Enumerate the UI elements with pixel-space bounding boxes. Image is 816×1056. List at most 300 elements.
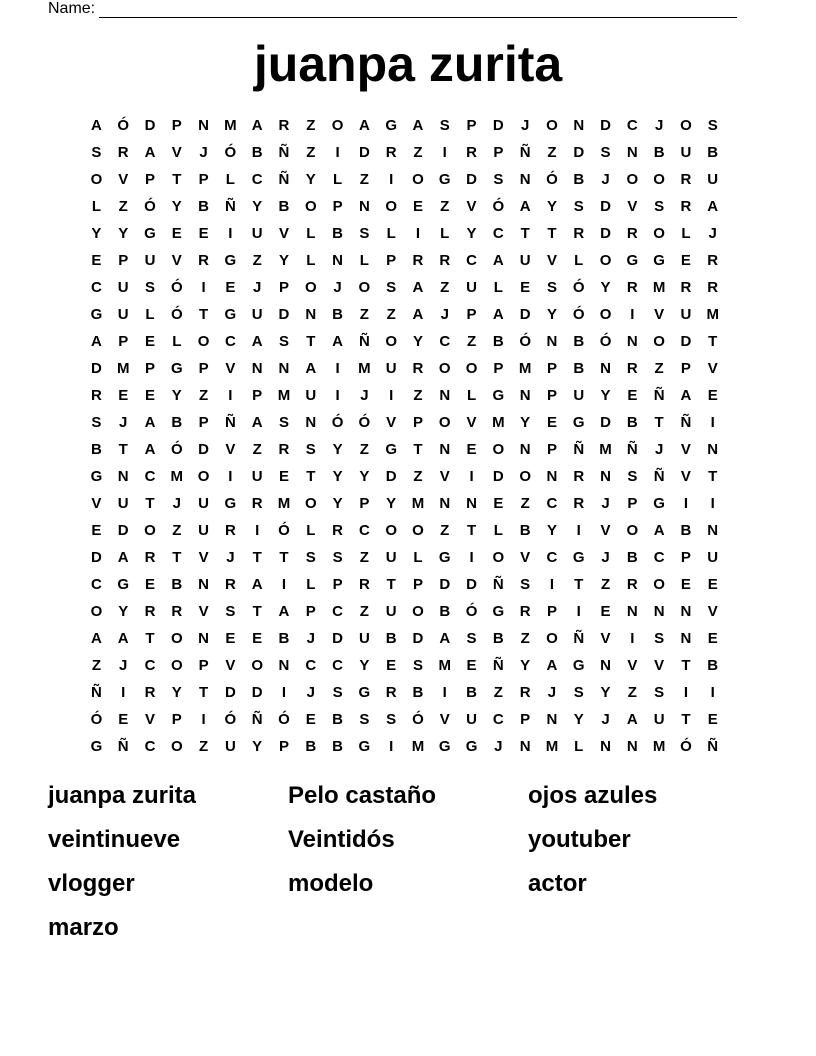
grid-letter: N: [600, 360, 611, 377]
grid-letter: E: [386, 657, 397, 674]
grid-letter: P: [171, 117, 182, 134]
grid-letter: B: [680, 522, 692, 539]
grid-letter: I: [335, 387, 340, 404]
grid-letter: O: [170, 657, 183, 674]
grid-letter: Ñ: [573, 630, 585, 647]
grid-letter: V: [171, 252, 182, 269]
grid-letter: P: [252, 387, 263, 404]
grid-letter: L: [91, 198, 101, 215]
grid-letter: S: [654, 684, 665, 701]
grid-letter: U: [358, 630, 370, 647]
grid-letter: I: [121, 684, 126, 701]
grid-letter: O: [412, 522, 424, 539]
grid-letter: S: [144, 279, 155, 296]
grid-letter: C: [439, 333, 451, 350]
grid-letter: E: [91, 522, 102, 539]
grid-letter: T: [520, 225, 530, 242]
grid-letter: D: [251, 684, 263, 701]
grid-letter: Ó: [546, 171, 558, 188]
grid-letter: Z: [440, 522, 450, 539]
grid-letter: Ó: [680, 738, 692, 755]
grid-letter: P: [118, 333, 129, 350]
grid-letter: T: [466, 522, 477, 539]
grid-row: [83, 436, 726, 463]
grid-letter: Y: [600, 387, 611, 404]
grid-letter: U: [144, 252, 156, 269]
grid-letter: R: [144, 603, 156, 620]
grid-row: [83, 571, 726, 598]
grid-letter: Z: [359, 306, 369, 323]
grid-letter: R: [385, 684, 397, 701]
grid-letter: M: [652, 279, 666, 296]
name-label: Name:: [48, 0, 96, 17]
grid-letter: B: [385, 630, 397, 647]
grid-letter: Y: [546, 198, 557, 215]
grid-letter: E: [493, 495, 504, 512]
grid-letter: M: [411, 738, 425, 755]
grid-letter: U: [305, 387, 317, 404]
grid-letter: Z: [306, 117, 316, 134]
grid-letter: S: [359, 225, 370, 242]
grid-letter: D: [278, 306, 290, 323]
grid-letter: J: [119, 414, 128, 431]
grid-letter: N: [519, 441, 531, 458]
grid-letter: Y: [332, 468, 343, 485]
grid-letter: V: [520, 549, 531, 566]
grid-letter: N: [573, 117, 585, 134]
grid-letter: S: [520, 576, 531, 593]
grid-letter: Z: [520, 495, 530, 512]
grid-row: [83, 490, 726, 517]
grid-letter: L: [493, 279, 503, 296]
grid-letter: B: [412, 684, 424, 701]
grid-letter: Y: [91, 225, 102, 242]
grid-letter: B: [707, 144, 719, 161]
grid-letter: A: [519, 198, 531, 215]
word-list-item: Pelo castaño: [288, 782, 437, 809]
grid-letter: U: [224, 738, 236, 755]
grid-letter: G: [224, 495, 237, 512]
grid-letter: J: [520, 117, 530, 134]
grid-letter: V: [225, 360, 236, 377]
grid-letter: G: [224, 306, 237, 323]
grid-letter: R: [385, 144, 397, 161]
grid-letter: N: [546, 468, 558, 485]
grid-letter: R: [224, 576, 236, 593]
grid-letter: D: [144, 117, 156, 134]
grid-row: [83, 166, 726, 193]
grid-letter: C: [144, 468, 156, 485]
grid-letter: M: [224, 117, 237, 134]
grid-letter: I: [630, 630, 635, 647]
grid-letter: A: [653, 522, 665, 539]
grid-letter: U: [385, 360, 397, 377]
grid-letter: R: [680, 279, 692, 296]
grid-row: [83, 382, 726, 409]
grid-letter: Ñ: [224, 414, 236, 431]
grid-letter: M: [492, 414, 505, 431]
grid-letter: Ñ: [224, 198, 236, 215]
grid-letter: D: [224, 684, 236, 701]
grid-letter: N: [546, 711, 558, 728]
grid-letter: S: [493, 171, 504, 188]
grid-letter: Y: [278, 252, 289, 269]
grid-letter: R: [680, 171, 692, 188]
grid-letter: A: [680, 387, 692, 404]
grid-letter: Ñ: [90, 684, 102, 701]
grid-letter: I: [415, 225, 421, 242]
grid-letter: S: [600, 144, 611, 161]
letter-grid: [83, 112, 726, 760]
grid-letter: E: [144, 387, 155, 404]
grid-letter: P: [520, 711, 531, 728]
grid-letter: G: [224, 252, 237, 269]
grid-letter: O: [626, 171, 639, 188]
grid-letter: Ñ: [492, 576, 504, 593]
grid-letter: P: [493, 144, 504, 161]
grid-letter: Y: [118, 603, 129, 620]
grid-letter: J: [601, 171, 610, 188]
grid-letter: N: [198, 117, 209, 134]
grid-letter: R: [573, 225, 585, 242]
grid-letter: L: [574, 738, 584, 755]
grid-letter: Y: [252, 198, 263, 215]
grid-letter: O: [170, 630, 183, 647]
grid-letter: E: [707, 711, 718, 728]
grid-letter: D: [466, 171, 477, 188]
grid-letter: O: [546, 630, 558, 647]
grid-letter: Z: [252, 252, 262, 269]
grid-letter: J: [333, 279, 342, 296]
grid-letter: Z: [199, 387, 209, 404]
grid-letter: R: [144, 684, 156, 701]
grid-letter: P: [171, 711, 182, 728]
grid-letter: L: [332, 171, 343, 188]
grid-letter: C: [332, 657, 343, 674]
grid-letter: P: [198, 414, 209, 431]
grid-letter: R: [573, 495, 585, 512]
grid-letter: M: [116, 360, 130, 377]
grid-letter: I: [469, 549, 474, 566]
grid-letter: J: [440, 306, 449, 323]
grid-letter: B: [492, 630, 504, 647]
grid-letter: R: [412, 252, 424, 269]
word-list-item: juanpa zurita: [48, 782, 197, 809]
grid-letter: C: [144, 738, 156, 755]
grid-letter: U: [573, 387, 585, 404]
grid-letter: O: [653, 171, 665, 188]
grid-letter: R: [707, 279, 719, 296]
grid-letter: Ñ: [653, 387, 665, 404]
grid-letter: N: [626, 333, 638, 350]
grid-letter: M: [438, 657, 451, 674]
grid-letter: A: [117, 630, 129, 647]
grid-letter: O: [412, 603, 424, 620]
grid-letter: O: [385, 522, 397, 539]
grid-letter: B: [626, 549, 638, 566]
grid-letter: B: [171, 414, 183, 431]
grid-letter: D: [332, 630, 343, 647]
word-list-item: vlogger: [48, 870, 135, 897]
grid-letter: E: [680, 576, 691, 593]
grid-letter: C: [305, 657, 317, 674]
grid-row: [83, 112, 726, 139]
grid-letter: N: [358, 198, 370, 215]
grid-letter: E: [466, 441, 477, 458]
grid-letter: O: [170, 738, 183, 755]
grid-letter: G: [144, 225, 156, 242]
grid-letter: U: [466, 279, 477, 296]
grid-letter: L: [413, 549, 423, 566]
grid-letter: R: [278, 117, 290, 134]
grid-letter: Ó: [278, 522, 290, 539]
grid-letter: A: [90, 117, 102, 134]
grid-letter: S: [91, 144, 102, 161]
grid-letter: R: [626, 279, 638, 296]
grid-letter: O: [653, 576, 665, 593]
grid-letter: T: [681, 657, 691, 674]
grid-letter: L: [172, 333, 182, 350]
grid-letter: G: [90, 306, 103, 323]
grid-letter: S: [627, 468, 638, 485]
grid-letter: V: [707, 360, 718, 377]
grid-letter: Y: [412, 333, 423, 350]
grid-letter: O: [90, 603, 103, 620]
grid-letter: L: [681, 225, 691, 242]
grid-letter: V: [386, 414, 397, 431]
grid-letter: Z: [600, 576, 611, 593]
grid-letter: Ñ: [278, 171, 290, 188]
grid-letter: N: [332, 252, 343, 269]
grid-row: [83, 301, 726, 328]
grid-letter: R: [332, 522, 343, 539]
grid-letter: N: [278, 657, 290, 674]
grid-letter: B: [251, 144, 263, 161]
grid-letter: L: [359, 252, 369, 269]
grid-letter: U: [385, 603, 397, 620]
grid-letter: B: [466, 684, 477, 701]
grid-letter: S: [654, 630, 665, 647]
grid-letter: D: [600, 414, 611, 431]
grid-letter: O: [304, 279, 317, 296]
grid-letter: I: [683, 684, 689, 701]
grid-letter: J: [360, 387, 369, 404]
grid-row: [83, 517, 726, 544]
grid-letter: G: [385, 117, 397, 134]
grid-letter: Y: [252, 738, 263, 755]
grid-letter: P: [466, 117, 477, 134]
grid-letter: I: [228, 387, 233, 404]
word-list-item: actor: [528, 870, 587, 897]
grid-letter: T: [145, 630, 155, 647]
grid-letter: P: [332, 198, 343, 215]
grid-letter: Y: [600, 279, 611, 296]
grid-letter: C: [332, 603, 343, 620]
grid-letter: Z: [413, 387, 423, 404]
grid-letter: J: [253, 279, 262, 296]
grid-letter: C: [492, 225, 504, 242]
grid-letter: B: [573, 171, 585, 188]
grid-row: [83, 220, 726, 247]
grid-letter: B: [332, 225, 343, 242]
grid-letter: P: [493, 360, 504, 377]
grid-letter: E: [707, 576, 718, 593]
grid-letter: U: [117, 279, 129, 296]
grid-letter: N: [198, 630, 209, 647]
grid-letter: Ó: [170, 279, 183, 296]
grid-letter: I: [281, 684, 287, 701]
grid-letter: R: [90, 387, 102, 404]
grid-letter: A: [412, 306, 424, 323]
grid-letter: Ó: [358, 414, 371, 431]
grid-letter: J: [172, 495, 181, 512]
grid-letter: J: [226, 549, 235, 566]
grid-letter: Ó: [90, 711, 103, 728]
grid-letter: R: [519, 684, 531, 701]
grid-letter: Y: [118, 225, 129, 242]
grid-letter: P: [680, 360, 691, 377]
grid-letter: O: [90, 171, 103, 188]
grid-letter: N: [707, 522, 719, 539]
grid-letter: V: [198, 603, 209, 620]
grid-letter: N: [626, 144, 638, 161]
grid-letter: Z: [91, 657, 101, 674]
grid-letter: N: [519, 171, 531, 188]
grid-letter: P: [546, 603, 557, 620]
grid-letter: D: [600, 225, 611, 242]
grid-letter: E: [225, 279, 236, 296]
grid-letter: J: [547, 684, 557, 701]
grid-letter: Y: [546, 306, 557, 323]
grid-letter: D: [492, 117, 504, 134]
grid-letter: E: [198, 225, 209, 242]
grid-letter: E: [600, 603, 611, 620]
grid-letter: D: [680, 333, 692, 350]
grid-letter: P: [627, 495, 638, 512]
grid-letter: U: [466, 711, 477, 728]
grid-letter: L: [574, 252, 584, 269]
grid-letter: B: [305, 738, 317, 755]
grid-letter: O: [680, 117, 692, 134]
grid-letter: I: [389, 387, 394, 404]
grid-letter: G: [90, 738, 103, 755]
grid-letter: A: [251, 414, 263, 431]
word-list: [48, 778, 788, 946]
grid-letter: A: [144, 414, 156, 431]
grid-row: [83, 598, 726, 625]
grid-letter: S: [225, 603, 236, 620]
grid-letter: D: [117, 522, 129, 539]
word-list-item: youtuber: [528, 826, 631, 853]
grid-letter: V: [466, 198, 477, 215]
grid-row: [83, 544, 726, 571]
grid-letter: S: [359, 711, 370, 728]
grid-letter: V: [171, 144, 182, 161]
grid-letter: J: [306, 684, 315, 701]
grid-row: [83, 733, 726, 760]
grid-letter: Y: [171, 198, 182, 215]
grid-letter: U: [117, 495, 129, 512]
grid-letter: Y: [546, 522, 557, 539]
grid-letter: Y: [332, 441, 343, 458]
grid-letter: T: [306, 333, 316, 350]
grid-letter: Ó: [224, 144, 237, 161]
grid-letter: G: [438, 549, 451, 566]
grid-row: [83, 625, 726, 652]
grid-letter: J: [306, 630, 315, 647]
grid-letter: T: [708, 333, 718, 350]
grid-letter: Z: [118, 198, 128, 215]
grid-letter: Ó: [599, 333, 612, 350]
grid-letter: Z: [306, 144, 316, 161]
grid-letter: T: [199, 684, 209, 701]
grid-letter: N: [680, 630, 692, 647]
grid-letter: N: [439, 495, 451, 512]
grid-letter: R: [466, 144, 477, 161]
name-underline: [99, 3, 737, 18]
grid-letter: I: [389, 738, 394, 755]
grid-letter: V: [225, 657, 236, 674]
grid-letter: C: [358, 522, 370, 539]
grid-letter: A: [144, 144, 156, 161]
grid-letter: T: [279, 549, 289, 566]
grid-letter: O: [626, 522, 639, 539]
grid-letter: D: [90, 549, 102, 566]
grid-letter: O: [653, 225, 665, 242]
grid-letter: T: [708, 468, 718, 485]
grid-letter: Z: [359, 603, 369, 620]
grid-letter: P: [546, 387, 557, 404]
grid-letter: A: [546, 657, 558, 674]
grid-letter: P: [278, 738, 289, 755]
grid-letter: M: [652, 738, 666, 755]
grid-letter: I: [201, 711, 206, 728]
grid-letter: G: [653, 252, 665, 269]
grid-letter: A: [90, 333, 102, 350]
grid-letter: N: [251, 360, 263, 377]
grid-letter: R: [573, 468, 585, 485]
grid-letter: S: [546, 279, 557, 296]
grid-letter: Z: [359, 549, 369, 566]
grid-letter: L: [306, 252, 316, 269]
grid-letter: U: [653, 711, 665, 728]
grid-letter: Ó: [278, 711, 290, 728]
grid-letter: N: [626, 603, 638, 620]
grid-letter: B: [332, 738, 343, 755]
grid-letter: A: [278, 603, 290, 620]
grid-letter: Ó: [144, 198, 156, 215]
grid-letter: V: [466, 414, 477, 431]
grid-letter: P: [144, 360, 155, 377]
grid-letter: S: [573, 198, 584, 215]
grid-letter: D: [600, 198, 611, 215]
grid-letter: Ó: [465, 603, 478, 620]
grid-letter: J: [119, 657, 128, 674]
grid-letter: D: [358, 144, 370, 161]
grid-letter: O: [519, 468, 531, 485]
grid-letter: P: [546, 360, 557, 377]
grid-letter: S: [332, 684, 343, 701]
grid-letter: L: [225, 171, 235, 188]
grid-letter: N: [519, 738, 531, 755]
grid-letter: G: [117, 576, 130, 593]
grid-letter: J: [654, 441, 664, 458]
grid-letter: P: [386, 252, 397, 269]
grid-letter: B: [707, 657, 719, 674]
grid-letter: L: [306, 522, 316, 539]
grid-letter: Ñ: [680, 414, 692, 431]
grid-letter: J: [654, 117, 664, 134]
